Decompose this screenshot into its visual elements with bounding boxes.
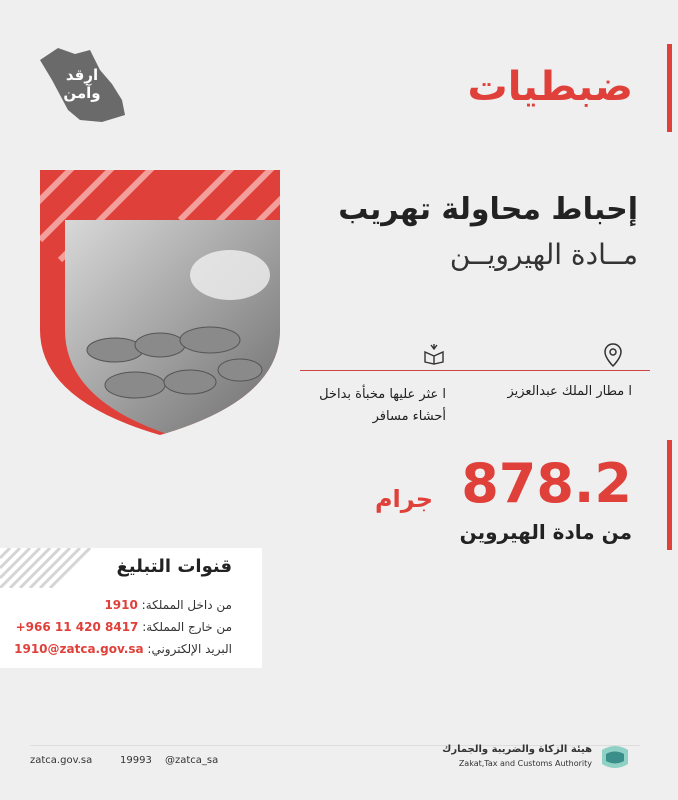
headline: إحباط محاولة تهريب	[338, 192, 638, 227]
footer-social[interactable]: @zatca_sa	[165, 755, 219, 766]
amount-value: 878.2	[461, 452, 632, 515]
zatca-logo-icon	[598, 740, 632, 774]
footer-website[interactable]: zatca.gov.sa	[30, 755, 93, 766]
accent-bar-mid	[667, 440, 672, 550]
channel-inside-value: 1910	[104, 598, 138, 612]
concealment-text	[266, 384, 446, 428]
shield-image	[40, 160, 280, 440]
badge-line1: ارقد	[65, 66, 99, 84]
location-pin-icon	[602, 342, 624, 368]
badge-text	[52, 66, 112, 102]
channel-outside	[16, 620, 232, 634]
badge-line2: وآمن	[63, 84, 101, 102]
accent-bar-top	[667, 44, 672, 132]
divider	[300, 370, 650, 371]
channels-title: قنوات التبليغ	[116, 556, 232, 577]
channel-inside-label: من داخل المملكة:	[141, 598, 232, 612]
footer-phone: 19993	[120, 755, 152, 766]
concealment-line1: ا عثر عليها مخبأة بداخل	[319, 387, 446, 402]
org-name-english: Zakat,Tax and Customs Authority	[458, 759, 592, 768]
location-text: ا مطار الملك عبدالعزيز	[507, 384, 632, 399]
stripes-decoration	[0, 548, 120, 588]
concealment-line2: أحشاء مسافر	[372, 409, 446, 424]
amount-unit: جرام	[374, 485, 433, 513]
channel-outside-value: +966 11 420 8417	[15, 620, 139, 634]
channel-inside	[104, 598, 232, 612]
channel-email-label: البريد الإلكتروني:	[147, 642, 232, 656]
box-icon	[422, 343, 446, 365]
channel-outside-label: من خارج المملكة:	[142, 620, 232, 634]
channel-email	[14, 642, 232, 656]
channel-email-value[interactable]: 1910@zatca.gov.sa	[14, 642, 144, 656]
subheadline: مــادة الهيرويــن	[449, 238, 638, 271]
category-title: ضبطيات	[467, 64, 633, 110]
amount-description: من مادة الهيروين	[459, 520, 632, 544]
org-name-arabic: هيئة الزكاة والضريبة والجمارك	[442, 744, 592, 755]
